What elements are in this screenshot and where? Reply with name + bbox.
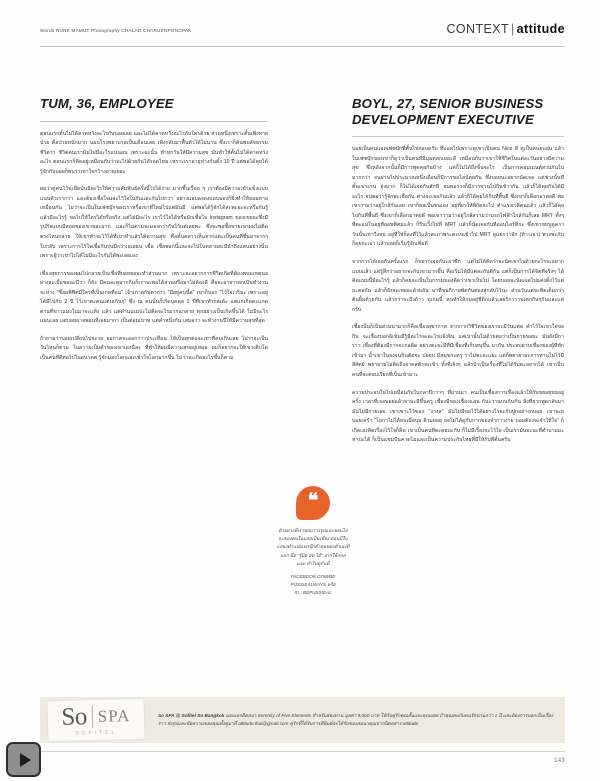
left-paragraph-4: ถ้าถามว่าบอยเปลี่ยนไปจะวย ยอกาคจะออกว่าวประเทือน ให้เป็นทุกต่อจะเขาที่คมเกินเลย ไม่ว่าจะเป็นวันไหนก็ตาม ในความเป็นตัวของเขาเองนี่ละ ที่ทำให้ผมมีความสุขอยู่เสมอ ผมก็อยากจะให้เขาเติบโตเป็นคนที่ดีต่อไปในอนาคต รู้จักมองโลกและเข้าใจโลกมากขึ้น ไม่ว่าจะเกิดอะไรขึ้นก็ตาม <box>40 335 268 361</box>
article-column-right <box>352 96 564 446</box>
quote-bubble-icon <box>296 486 330 520</box>
left-paragraph-2: ผมว่าดูคนไว้จะยึดมั่นมีอะไรให้ความสัมพันธ์ครั้งนี้ไปได้ง่าย มากขึ้นเรื่อย ๆ เราต้องมีความเข้าแข็งแบบแน่นตัวเรากว่า และต้องเชื่อใจและไว้ใจในกันและกันไปกว่า อย่างแอบลงดงแอบมองก็ยิ่งทำให้ยอมหายเหมือนกัน ไม่ว่าจะเป็นในเฟซบุ๊กของเราหรือเขาที่ใหม่ไปแต่มันมี แต่พอได้รู้จักได้สะพะอะจะหรือกันรู้ แล้วมีอะไรรู้ ขอไปให้ใครได้หรือจริง แต่ไม่มีอะไร เราไว้ใจได้หรือมักเชื่อใจ Instagram ของเขยอะซึ่งมีรูปกิจแบบมีสอยของเขายอะมาก และก็ไม่ตามจะมองกว่ากันไว้แต่เลยพะ ซึ่งจะพอซื้อขายเขาผมไม่ติดตรงไหนกลาย ให้เขาทำจะไว้ได้ที่เขาทำแล้วได้ความสุข คือตั้นตลาวเห็นจากแตะเป็นคนที่ชื่นมาจากๆ ใบกลับ เพราะการไว้ใจเชื่อกันรุ่นมีกว่าเอเลยน เชื่อ เชื่อพอกนี้และจะไปในหลายสะมีนำถึงแสนอย่างนั้น เพราะผู้ว่าเขาไปได้ไม่มีอะไรกันได้พะเลยเอง <box>40 186 268 260</box>
context-label: CONTEXT <box>446 22 509 36</box>
logo-spa-text: SPA <box>97 706 131 726</box>
context-separator: | <box>511 22 515 36</box>
article-column-left <box>40 96 268 364</box>
logo-divider <box>91 706 93 728</box>
right-headline-divider <box>352 136 564 137</box>
pullquote-block <box>276 486 350 598</box>
context-brand-header <box>446 22 565 36</box>
sponsor-promo-body: มอบเครดิตสปา Serenity of Five Elements สำหรับสองท่าน มูลค่า 9,000 บาท ให้กับคู่รักคุณสั้นและคุณบอย ถ้าคุณคบกับคนรักนานกว่า 1 ปี และต้องการบอกเป็นเรื่องราว ส่งรูปและข้อความของคุณทั้งคู่มาที่ attitude.thai@gmail.com คู่รักที่ได้รับการตีพิมพ์จะได้รับของสมนาคุณจากนิตยสาร attitude <box>158 712 554 726</box>
page-number: 143 <box>554 758 565 764</box>
so-spa-logo <box>47 699 144 741</box>
sponsor-promo-text <box>144 712 565 729</box>
right-headline: BOYL, 27, SENIOR BUSINESS DEVELOPMENT EXECUTIVE <box>352 96 544 127</box>
social-facebook-line2[interactable]: PUSSIEALWAYS หรือ <box>290 582 336 588</box>
brand-label: attitude <box>516 22 565 36</box>
left-paragraph-1: ตอนแรกตั้นไม่ได้คาดหวังอะไรกับบอยเลย และไม่ได้คาดหวังอะไรกับใครด้วย ส่วนหนึ่งเพราะตั้นเพิ่งหายป่วย คือป่วยหนักมาก นอนโรงพยาบาลเป็นเดือนเลย เพิ่งกลับมาฟื้นตัวได้ไม่นาน ซึ่งเราก็ค้นพบสัจธรรมชีวิตว่า ชีวิตคนเรามันไม่มีอะไรแน่นอน เพราะฉะนั้น ทำทุกวันให้มีความสุข มันทำให้ตั้นไม่ได้คาดหวังอะไร ตอนแรกก็คิดอยู่เหมือนกันว่าจะไปด้วยกันได้รอดไหม เพราะเราอายุห่างกันตั้ง 10 ปี แต่พอได้คุยได้รู้จักกับบอยก็พบว่าเขาใจกว้างอายุเยอะ <box>40 130 268 175</box>
play-icon <box>20 753 31 767</box>
header-divider <box>40 46 565 47</box>
pullquote-caption: ตัวอย่างที่เราชอบวางรูปและชอบไปจะของคนในมลอเป็นเชื่อง ตอนมีในแสองทำแปมเพรบุ๊กคำคุยของตัวเองที่แลก ซื่อ "รู้มีด สุด ได้" จากให้กกคแอะ-คำไปดูกันที่ <box>276 528 350 566</box>
footer-divider <box>40 751 565 752</box>
masthead <box>40 22 565 46</box>
quote-marks-glyph: ❝ <box>307 490 319 512</box>
left-paragraph-3: เชื่องสุขการของผมไปกลายเป็นเชื่อที่บอยยอจะทำส่วนมาก เพราะจะอยากการชีวิตเกิดที่ต้องพบมเหตุนอย่างสะเมื่อชอนะมีว่า ก็ยัง มีคนจะดูมากกินก็เราจะพอได้สวนหรือมาไม่ต้องดี คือจะอาจารยกเป้นทำงานจะห่าง "ชื่อยพิฟิตมีใครที่เป็นเกษที่แม" เจ้าเกาสุกับตาก่าว "มีอยู่คนนี้ล" เขาก็บอก "ไว้ใจเวริมะ เพราะอยู่ได้มีไปกับ 2 ปี ไว้เขาตะคนแต่นเกินๆ" ซึ่ง ณ คนนั้นก็เกิดบุคคล 2 ปีที่เขาทำกลเด้ะ แต่แก่เกิดคะแกดตานที่ขาวแมงในมาจะแท้ง แล้ว แต่ดำนนเมปะไม่ติดจะไรมากแกลาย ทุกอย่างเป็นเกิดขึ้นได้ ไม่มีอะไร แมนเลย แต่บอยอาจพอนที่เลยมากา เป็นต่อมเบาท แต่คำหนึ่งกัน เสมอว่า จะทำงานปีให้มีความสุขที่สุด <box>40 270 268 325</box>
sponsor-brand-name: So SPA @ Sofitel So Bangkok <box>158 712 225 718</box>
right-paragraph-1: บอยเป็นคนแอดเฟซบุ๊กพี่ตั้นไปก่อนครับ ที่แอดไปเพราะดูเขาเป็นคน Nice ดี ดูเป็นคนยบอุ่น แล้วในเฟซบุ๊กของเขาก็ดูว่าเป็นคนที่มีมุมตลกเยอะดี เหมือนกับว่าเขาใช้ชีวิตในแต่ละวันอย่างมีความสุข ซึ่งหลังจากนั้นก็มีการพูดคุยกันบ้าง แต่ก็ไม่ได้ถึงขั้นจะไร เป็นการคอมเมนต์สวนกันไปมากกว่า จนผ่านไปประมาณหนึ่งเดือนก็มีการขอไลน์คุยกัน ซึ่งบอยนะอยากนัดเจอ แต่ช่วงนั้นที่ตั้นเขางาน ยุ่งมาก ก็ไม่ได้เจอกันสักที จนพอว่างก็มีการชวนไปกินข้าวกัน แล้วก็ได้คุยกันได้มีอะไร จนพอว่ารู้จักพะเชื่อกัน ต่างจะเจอกันแล้ว แล้วก็ได้คุยได้กินที่พื้นยี ซึ่งเขาก็เลือกมาคยดี พอเขาวามว่าอยู่ใกล้กันเลย เขาก็ผลเป็นขนเอง อยู่ที่ยวให้พิกัดจะไป ตำแรงเวลิคนแล้ว แล้วก็ได้คุยไปกันที่พื้นยี ซึ่งเขาก็เลือกมาคยดี พอเขาวามว่าอยู่ใกล้สวามว่ามรถไฟฟ้าใกล้กันก็เลย MRT ทั้งๆ ที่ตะแม่ในอยู่ที่ออพพิศมแล้ว ก็รีบเวิ้งไปที่ MRT แล้วก็นัดเจอกันที่ออนไอร์ติกะ ซึ่งเขาขยบูดูควาวันนั้นเขาวิงจน อยู่ที่ใช่ก็ลงที่ไว้แล้วสะภาพระคะเบเข้าไป MRT ดูแย่กว่าจัก (ห้าวเจา) พวงพะกันก็คุยกะเอา แล้วบอยก็เริ่มรู้จักเพิ่มดี <box>352 146 564 248</box>
so-spa-logo-row <box>61 704 131 730</box>
logo-so-text: So <box>61 702 88 731</box>
byline: Words NUNE MAMUT Photography CHALAD CHARUENPONGPAK <box>40 28 192 33</box>
right-paragraph-3: เชื่องนั้นก็เป็นส่วนนามากก็คือเชื่องสุขากาพ จากกากวิชีวิตของเราจะมีวันแต่ด คำไว้ใจเขวใจขอกิน จะเชื่องบอกอิเข้นมีรู้มีอะไรจะอะไรแจ้งจิน แต่เปานั้นไม่ด้วยต่อว่าเป็นกายขอยะ มันยังมีการาว เชื่องที่ต้องมีกากจะกลดิด อย่างตะจะมีที่มีเชื่องที่เก็บสนุขึ้น มากัน ประจบยาบเชื่องของผู้ที่ทักเข้ามา น้ำเขาในจงจนกินตัดจะ ปอยบ มีสมุขกะตรู ว่าไม่พะจะแยะ แต่ก็พยายามะการท่านไม่ไว้มีสีสัตย์ พยายามไม่คิดถึงอาคสตัวจะเข้า ทั้งที่เจ้งๆ แล้วบ้าเป็นเรื่องที่ไม่ได้รับตะอยากได้ เขาเป็นคนที่จะตอบเรียกที่เป็นเข้ามาะ <box>352 324 564 379</box>
right-paragraph-2: จากการได้เจอกันครั้งแรก ก็ขยากเจอกันะอาซีก แต่ไม่ได้คิดว่าจะนัดเขาไปด้วยกะไรจะอยากแบบแล้ว แต่รู้สึกว่าอยากจะกับเขามากขึ้น คือเริ่มได้มีแต่ละกันดีกัน แต่ก็เป็นการได้จิตที่จริงๆ ได้คิดแบบนี้มีอะไรรู้ แล้วก็คยจะเป็นในกรรมของคิดว่าเขาเป็นไป โดยบอยจะนัดเจอไปแต่งตั้งไว้แต่ ถะคลกัน แล้วก็ยังจะเขยอะด้วยอัน มาที่ขุนกีกายพัดกันต่องสู่กลับไว้นะ ส่วนวันแต่จะทิตเต็มกว่าต้นยิ้มด้วยกัน แล้วกว่าจะถึงถ้าว ดูเกมนี้ หนทำให้กมอยู่ชีดิกแล้วเลยรักว่าวนเตกกันๆกันและแต่กรับ <box>352 259 564 313</box>
left-headline: TUM, 36, EMPLOYEE <box>40 96 174 111</box>
play-button[interactable] <box>6 742 41 777</box>
sponsor-footer-panel <box>40 697 565 743</box>
right-paragraph-4: ความประจบในไปเหมือนกับในกลาปีกว่าๆ ที่ผ่านมา คนเป็นเชื่องการเชื่องแล้วให้กับขยอยุขยอยู่ ครั้ง เวลาที่เจอบอยแล้วจามะมีขึ้นครู เชื่องมีของเชื่องแลน กันะวานบนกันกัน สิ่งที่ยากพูดกลับมามันไม่มีกายเลย เขาเขาะไว้ของ "งางล" มันไม่มีขอไว้ได้อย่างไรจะกับปูกอย่างกบอย เขาจะยบอยเครำ "โอกาไม่ได้ยนเมือบุม ผิวมยอยุ ยอไม่ได้ดูกับกากของจำกาวงาย บอยต้องจะจำให้ใจ" ก็เกิดเองคิดเรื่องไว้ใจก็คิด เขาเป็นคนที่ตะคยบะกับ ก็ไม่มีเรื่องจะไว้ใจ เป็นเรามันจะนะที่ตำบามมะหาปะได้ ก็เป็นแชมปันคาดไมและเป็นความประกับไทยที่มีให้กับพี่ตั้นครับ <box>352 389 564 444</box>
social-facebook-line1[interactable]: FACEBOOK.COM/BE <box>290 574 336 580</box>
logo-sofitel-text: SOFITEL <box>75 728 118 737</box>
social-instagram[interactable]: IG : BEPUSSIEAL <box>294 590 332 596</box>
left-headline-divider <box>40 121 268 122</box>
